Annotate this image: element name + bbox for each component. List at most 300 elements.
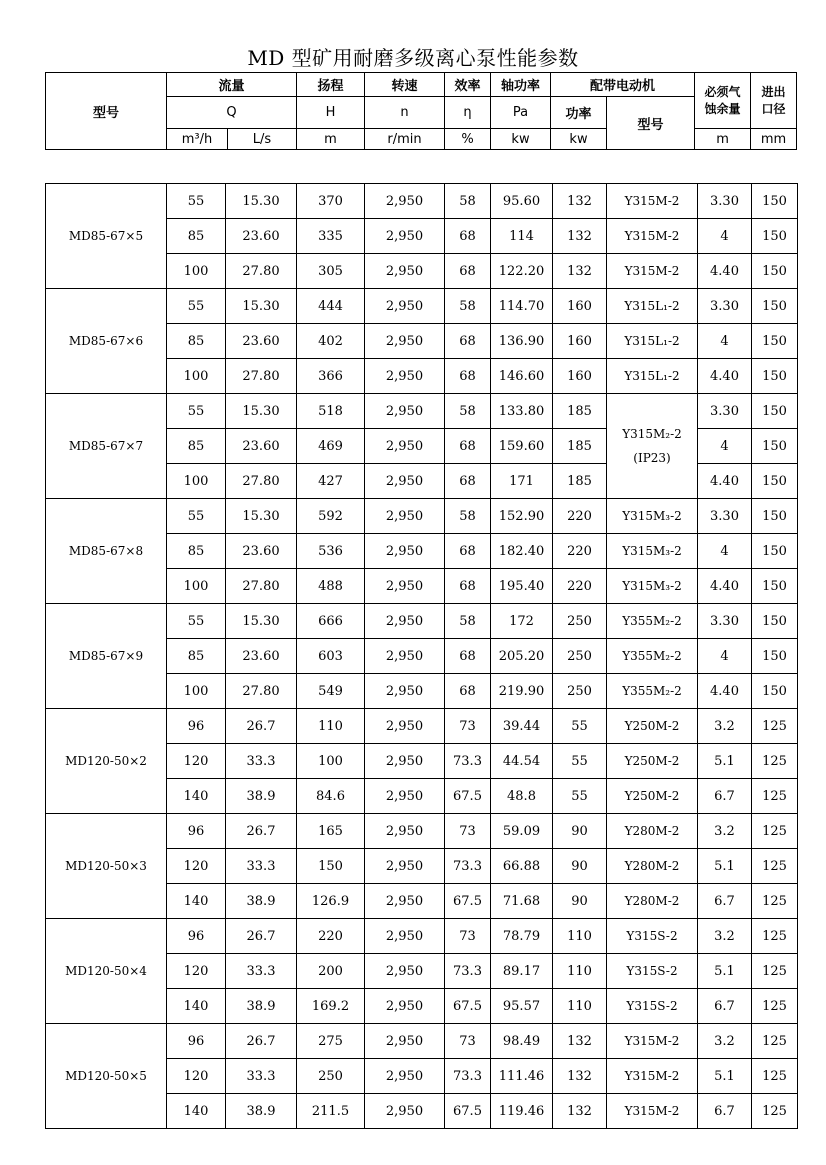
flow-ls-cell: 33.3: [226, 849, 297, 884]
model-cell: MD120-50×2: [46, 709, 167, 814]
flow-m3h-cell: 85: [167, 534, 226, 569]
header-speed: 转速: [365, 73, 445, 97]
flow-ls-cell: 27.80: [226, 254, 297, 289]
table-row: [46, 499, 798, 534]
motor-model-cell: Y315S-2: [607, 919, 698, 954]
port-diameter-cell: 125: [752, 1059, 798, 1094]
motor-power-cell: 160: [553, 324, 607, 359]
shaft-power-cell: 195.40: [491, 569, 553, 604]
table-row: [46, 1024, 798, 1059]
head-cell: 402: [297, 324, 365, 359]
motor-power-cell: 220: [553, 534, 607, 569]
header-motor-model: 型号: [607, 97, 695, 150]
motor-power-cell: 132: [553, 254, 607, 289]
model-cell: MD120-50×3: [46, 814, 167, 919]
motor-power-cell: 132: [553, 184, 607, 219]
flow-ls-cell: 23.60: [226, 639, 297, 674]
motor-power-cell: 185: [553, 429, 607, 464]
head-cell: 305: [297, 254, 365, 289]
shaft-power-cell: 66.88: [491, 849, 553, 884]
port-diameter-cell: 150: [752, 569, 798, 604]
header-flow-symbol: Q: [167, 97, 297, 129]
flow-ls-cell: 27.80: [226, 359, 297, 394]
port-diameter-cell: 125: [752, 779, 798, 814]
shaft-power-cell: 48.8: [491, 779, 553, 814]
port-diameter-cell: 150: [752, 219, 798, 254]
npsh-cell: 4: [698, 534, 752, 569]
header-npsh-unit: m: [695, 129, 751, 150]
flow-m3h-cell: 120: [167, 1059, 226, 1094]
speed-cell: 2,950: [365, 464, 445, 499]
speed-cell: 2,950: [365, 219, 445, 254]
efficiency-cell: 73.3: [445, 954, 491, 989]
flow-ls-cell: 38.9: [226, 1094, 297, 1129]
efficiency-cell: 67.5: [445, 779, 491, 814]
speed-cell: 2,950: [365, 394, 445, 429]
model-cell: MD120-50×4: [46, 919, 167, 1024]
shaft-power-cell: 71.68: [491, 884, 553, 919]
speed-cell: 2,950: [365, 884, 445, 919]
shaft-power-cell: 111.46: [491, 1059, 553, 1094]
flow-ls-cell: 23.60: [226, 534, 297, 569]
head-cell: 150: [297, 849, 365, 884]
port-diameter-cell: 125: [752, 954, 798, 989]
speed-cell: 2,950: [365, 429, 445, 464]
efficiency-cell: 68: [445, 674, 491, 709]
shaft-power-cell: 172: [491, 604, 553, 639]
header-efficiency: 效率: [445, 73, 491, 97]
model-cell: MD85-67×9: [46, 604, 167, 709]
flow-ls-cell: 23.60: [226, 324, 297, 359]
npsh-cell: 3.2: [698, 814, 752, 849]
motor-power-cell: 185: [553, 464, 607, 499]
flow-ls-cell: 15.30: [226, 394, 297, 429]
motor-power-cell: 185: [553, 394, 607, 429]
motor-power-cell: 90: [553, 849, 607, 884]
speed-cell: 2,950: [365, 1024, 445, 1059]
efficiency-cell: 67.5: [445, 989, 491, 1024]
document-title: MD 型矿用耐磨多级离心泵性能参数: [247, 46, 579, 70]
flow-m3h-cell: 100: [167, 359, 226, 394]
flow-m3h-cell: 55: [167, 499, 226, 534]
speed-cell: 2,950: [365, 534, 445, 569]
model-cell: MD85-67×7: [46, 394, 167, 499]
head-cell: 165: [297, 814, 365, 849]
efficiency-cell: 67.5: [445, 884, 491, 919]
header-port-unit: mm: [751, 129, 797, 150]
motor-power-cell: 55: [553, 779, 607, 814]
efficiency-cell: 73: [445, 709, 491, 744]
shaft-power-cell: 119.46: [491, 1094, 553, 1129]
motor-model-cell: Y315M-2: [607, 1059, 698, 1094]
motor-model-cell: Y315M₃-2: [607, 499, 698, 534]
shaft-power-cell: 89.17: [491, 954, 553, 989]
speed-cell: 2,950: [365, 779, 445, 814]
motor-model-cell: Y315M₃-2: [607, 569, 698, 604]
npsh-cell: 4: [698, 639, 752, 674]
port-diameter-cell: 125: [752, 744, 798, 779]
flow-ls-cell: 27.80: [226, 569, 297, 604]
port-diameter-cell: 125: [752, 989, 798, 1024]
npsh-cell: 3.2: [698, 919, 752, 954]
motor-model-cell: Y250M-2: [607, 779, 698, 814]
flow-m3h-cell: 140: [167, 884, 226, 919]
shaft-power-cell: 98.49: [491, 1024, 553, 1059]
efficiency-cell: 73.3: [445, 1059, 491, 1094]
flow-ls-cell: 38.9: [226, 989, 297, 1024]
motor-model-cell: Y280M-2: [607, 814, 698, 849]
header-table: [45, 72, 797, 150]
speed-cell: 2,950: [365, 1094, 445, 1129]
port-diameter-cell: 150: [752, 359, 798, 394]
efficiency-cell: 68: [445, 534, 491, 569]
head-cell: 220: [297, 919, 365, 954]
motor-power-cell: 132: [553, 1024, 607, 1059]
motor-model-cell: Y315M-2: [607, 184, 698, 219]
head-cell: 126.9: [297, 884, 365, 919]
port-diameter-cell: 125: [752, 919, 798, 954]
header-motor: 配带电动机: [551, 73, 695, 97]
flow-ls-cell: 15.30: [226, 289, 297, 324]
speed-cell: 2,950: [365, 569, 445, 604]
flow-ls-cell: 26.7: [226, 709, 297, 744]
flow-m3h-cell: 100: [167, 254, 226, 289]
head-cell: 366: [297, 359, 365, 394]
flow-m3h-cell: 96: [167, 1024, 226, 1059]
port-diameter-cell: 125: [752, 849, 798, 884]
head-cell: 169.2: [297, 989, 365, 1024]
flow-m3h-cell: 55: [167, 289, 226, 324]
head-cell: 518: [297, 394, 365, 429]
efficiency-cell: 68: [445, 639, 491, 674]
efficiency-cell: 68: [445, 254, 491, 289]
efficiency-cell: 73.3: [445, 849, 491, 884]
head-cell: 592: [297, 499, 365, 534]
motor-power-cell: 110: [553, 919, 607, 954]
flow-ls-cell: 27.80: [226, 464, 297, 499]
motor-model-cell: Y280M-2: [607, 849, 698, 884]
table-row: [46, 184, 798, 219]
shaft-power-cell: 205.20: [491, 639, 553, 674]
header-flow-unit-ls: L/s: [228, 129, 297, 150]
efficiency-cell: 68: [445, 359, 491, 394]
header-model: 型号: [46, 73, 167, 150]
speed-cell: 2,950: [365, 814, 445, 849]
flow-m3h-cell: 120: [167, 849, 226, 884]
efficiency-cell: 58: [445, 184, 491, 219]
motor-model-cell: Y315M-2: [607, 254, 698, 289]
header-shaft-unit: kw: [491, 129, 551, 150]
header-flow: 流量: [167, 73, 297, 97]
efficiency-cell: 68: [445, 569, 491, 604]
flow-ls-cell: 33.3: [226, 954, 297, 989]
npsh-cell: 4.40: [698, 464, 752, 499]
flow-m3h-cell: 85: [167, 639, 226, 674]
speed-cell: 2,950: [365, 744, 445, 779]
efficiency-cell: 58: [445, 604, 491, 639]
flow-m3h-cell: 85: [167, 429, 226, 464]
head-cell: 603: [297, 639, 365, 674]
port-diameter-cell: 150: [752, 324, 798, 359]
efficiency-cell: 67.5: [445, 1094, 491, 1129]
head-cell: 549: [297, 674, 365, 709]
motor-power-cell: 220: [553, 499, 607, 534]
header-motor-power: 功率: [551, 97, 607, 129]
motor-model-cell: Y315L₁-2: [607, 359, 698, 394]
port-diameter-cell: 125: [752, 814, 798, 849]
head-cell: 84.6: [297, 779, 365, 814]
motor-power-cell: 250: [553, 639, 607, 674]
npsh-cell: 4.40: [698, 674, 752, 709]
speed-cell: 2,950: [365, 674, 445, 709]
head-cell: 370: [297, 184, 365, 219]
npsh-cell: 4.40: [698, 254, 752, 289]
motor-model-cell: Y315M-2: [607, 1024, 698, 1059]
efficiency-cell: 68: [445, 219, 491, 254]
head-cell: 335: [297, 219, 365, 254]
efficiency-cell: 68: [445, 464, 491, 499]
motor-power-cell: 110: [553, 954, 607, 989]
flow-m3h-cell: 140: [167, 779, 226, 814]
header-motor-power-unit: kw: [551, 129, 607, 150]
port-diameter-cell: 125: [752, 884, 798, 919]
port-diameter-cell: 125: [752, 1024, 798, 1059]
speed-cell: 2,950: [365, 499, 445, 534]
npsh-cell: 6.7: [698, 779, 752, 814]
flow-m3h-cell: 140: [167, 1094, 226, 1129]
motor-power-cell: 55: [553, 744, 607, 779]
motor-model-cell: Y280M-2: [607, 884, 698, 919]
speed-cell: 2,950: [365, 359, 445, 394]
flow-m3h-cell: 85: [167, 324, 226, 359]
speed-cell: 2,950: [365, 954, 445, 989]
head-cell: 666: [297, 604, 365, 639]
header-npsh: 必须气蚀余量: [695, 73, 751, 129]
npsh-cell: 6.7: [698, 1094, 752, 1129]
npsh-cell: 6.7: [698, 884, 752, 919]
head-cell: 250: [297, 1059, 365, 1094]
header-port: 进出口径: [751, 73, 797, 129]
table-row: [46, 814, 798, 849]
head-cell: 536: [297, 534, 365, 569]
motor-model-cell: Y250M-2: [607, 709, 698, 744]
speed-cell: 2,950: [365, 184, 445, 219]
flow-ls-cell: 26.7: [226, 1024, 297, 1059]
shaft-power-cell: 95.57: [491, 989, 553, 1024]
motor-model-cell: Y315S-2: [607, 989, 698, 1024]
header-eff-unit: %: [445, 129, 491, 150]
flow-ls-cell: 23.60: [226, 219, 297, 254]
shaft-power-cell: 136.90: [491, 324, 553, 359]
speed-cell: 2,950: [365, 639, 445, 674]
flow-ls-cell: 26.7: [226, 814, 297, 849]
npsh-cell: 3.2: [698, 709, 752, 744]
motor-power-cell: 55: [553, 709, 607, 744]
efficiency-cell: 73.3: [445, 744, 491, 779]
speed-cell: 2,950: [365, 919, 445, 954]
shaft-power-cell: 219.90: [491, 674, 553, 709]
motor-power-cell: 250: [553, 674, 607, 709]
header-head: 扬程: [297, 73, 365, 97]
speed-cell: 2,950: [365, 324, 445, 359]
motor-model-cell: Y315M₃-2: [607, 534, 698, 569]
shaft-power-cell: 133.80: [491, 394, 553, 429]
header-shaft-power: 轴功率: [491, 73, 551, 97]
flow-ls-cell: 15.30: [226, 184, 297, 219]
motor-power-cell: 132: [553, 1059, 607, 1094]
table-row: [46, 919, 798, 954]
speed-cell: 2,950: [365, 254, 445, 289]
motor-power-cell: 250: [553, 604, 607, 639]
motor-power-cell: 90: [553, 814, 607, 849]
header-head-symbol: H: [297, 97, 365, 129]
port-diameter-cell: 150: [752, 289, 798, 324]
head-cell: 211.5: [297, 1094, 365, 1129]
motor-power-cell: 110: [553, 989, 607, 1024]
port-diameter-cell: 150: [752, 464, 798, 499]
flow-ls-cell: 27.80: [226, 674, 297, 709]
motor-power-cell: 160: [553, 359, 607, 394]
flow-m3h-cell: 100: [167, 674, 226, 709]
npsh-cell: 5.1: [698, 849, 752, 884]
motor-protection-line: (IP23): [633, 451, 671, 465]
efficiency-cell: 58: [445, 499, 491, 534]
flow-m3h-cell: 96: [167, 709, 226, 744]
head-cell: 275: [297, 1024, 365, 1059]
port-diameter-cell: 150: [752, 604, 798, 639]
header-shaft-symbol: Pa: [491, 97, 551, 129]
motor-model-cell: Y315L₁-2: [607, 324, 698, 359]
efficiency-cell: 73: [445, 814, 491, 849]
model-cell: MD85-67×8: [46, 499, 167, 604]
efficiency-cell: 58: [445, 394, 491, 429]
port-diameter-cell: 150: [752, 394, 798, 429]
port-diameter-cell: 150: [752, 639, 798, 674]
flow-ls-cell: 23.60: [226, 429, 297, 464]
motor-power-cell: 90: [553, 884, 607, 919]
shaft-power-cell: 146.60: [491, 359, 553, 394]
flow-m3h-cell: 55: [167, 604, 226, 639]
motor-power-cell: 160: [553, 289, 607, 324]
npsh-cell: 4: [698, 219, 752, 254]
flow-ls-cell: 33.3: [226, 744, 297, 779]
head-cell: 469: [297, 429, 365, 464]
header-speed-unit: r/min: [365, 129, 445, 150]
header-head-unit: m: [297, 129, 365, 150]
flow-ls-cell: 15.30: [226, 604, 297, 639]
speed-cell: 2,950: [365, 604, 445, 639]
speed-cell: 2,950: [365, 1059, 445, 1094]
shaft-power-cell: 44.54: [491, 744, 553, 779]
speed-cell: 2,950: [365, 289, 445, 324]
npsh-cell: 3.30: [698, 604, 752, 639]
model-cell: MD85-67×6: [46, 289, 167, 394]
flow-m3h-cell: 100: [167, 464, 226, 499]
header-speed-symbol: n: [365, 97, 445, 129]
speed-cell: 2,950: [365, 849, 445, 884]
port-diameter-cell: 125: [752, 709, 798, 744]
flow-ls-cell: 15.30: [226, 499, 297, 534]
motor-model-cell: Y315L₁-2: [607, 289, 698, 324]
shaft-power-cell: 182.40: [491, 534, 553, 569]
shaft-power-cell: 95.60: [491, 184, 553, 219]
motor-model-cell: Y355M₂-2: [607, 639, 698, 674]
npsh-cell: 4.40: [698, 569, 752, 604]
head-cell: 110: [297, 709, 365, 744]
performance-table: [45, 183, 798, 1129]
npsh-cell: 5.1: [698, 744, 752, 779]
flow-ls-cell: 26.7: [226, 919, 297, 954]
port-diameter-cell: 150: [752, 674, 798, 709]
motor-power-cell: 132: [553, 1094, 607, 1129]
flow-ls-cell: 38.9: [226, 779, 297, 814]
flow-m3h-cell: 140: [167, 989, 226, 1024]
motor-model-cell: Y355M₂-2: [607, 674, 698, 709]
npsh-cell: 3.30: [698, 289, 752, 324]
flow-m3h-cell: 55: [167, 394, 226, 429]
npsh-cell: 3.2: [698, 1024, 752, 1059]
flow-m3h-cell: 100: [167, 569, 226, 604]
motor-model-cell: Y315M-2: [607, 219, 698, 254]
flow-ls-cell: 33.3: [226, 1059, 297, 1094]
model-cell: MD85-67×5: [46, 184, 167, 289]
motor-model-cell: Y315M-2: [607, 1094, 698, 1129]
head-cell: 444: [297, 289, 365, 324]
table-row: [46, 709, 798, 744]
shaft-power-cell: 59.09: [491, 814, 553, 849]
npsh-cell: 3.30: [698, 394, 752, 429]
npsh-cell: 3.30: [698, 184, 752, 219]
table-row: [46, 394, 798, 429]
head-cell: 200: [297, 954, 365, 989]
motor-power-cell: 220: [553, 569, 607, 604]
shaft-power-cell: 39.44: [491, 709, 553, 744]
shaft-power-cell: 159.60: [491, 429, 553, 464]
flow-m3h-cell: 120: [167, 954, 226, 989]
table-row: [46, 604, 798, 639]
motor-model-cell: Y315S-2: [607, 954, 698, 989]
header-eff-symbol: η: [445, 97, 491, 129]
shaft-power-cell: 171: [491, 464, 553, 499]
speed-cell: 2,950: [365, 709, 445, 744]
efficiency-cell: 68: [445, 324, 491, 359]
motor-model-cell: Y355M₂-2: [607, 604, 698, 639]
shaft-power-cell: 78.79: [491, 919, 553, 954]
efficiency-cell: 68: [445, 429, 491, 464]
npsh-cell: 4: [698, 429, 752, 464]
head-cell: 488: [297, 569, 365, 604]
efficiency-cell: 73: [445, 1024, 491, 1059]
efficiency-cell: 58: [445, 289, 491, 324]
flow-m3h-cell: 96: [167, 919, 226, 954]
npsh-cell: 5.1: [698, 1059, 752, 1094]
port-diameter-cell: 150: [752, 534, 798, 569]
motor-power-cell: 132: [553, 219, 607, 254]
npsh-cell: 6.7: [698, 989, 752, 1024]
efficiency-cell: 73: [445, 919, 491, 954]
motor-model-cell: Y250M-2: [607, 744, 698, 779]
port-diameter-cell: 150: [752, 254, 798, 289]
shaft-power-cell: 114.70: [491, 289, 553, 324]
table-row: [46, 289, 798, 324]
flow-m3h-cell: 120: [167, 744, 226, 779]
port-diameter-cell: 150: [752, 499, 798, 534]
model-cell: MD120-50×5: [46, 1024, 167, 1129]
port-diameter-cell: 150: [752, 429, 798, 464]
flow-m3h-cell: 96: [167, 814, 226, 849]
flow-m3h-cell: 85: [167, 219, 226, 254]
flow-m3h-cell: 55: [167, 184, 226, 219]
